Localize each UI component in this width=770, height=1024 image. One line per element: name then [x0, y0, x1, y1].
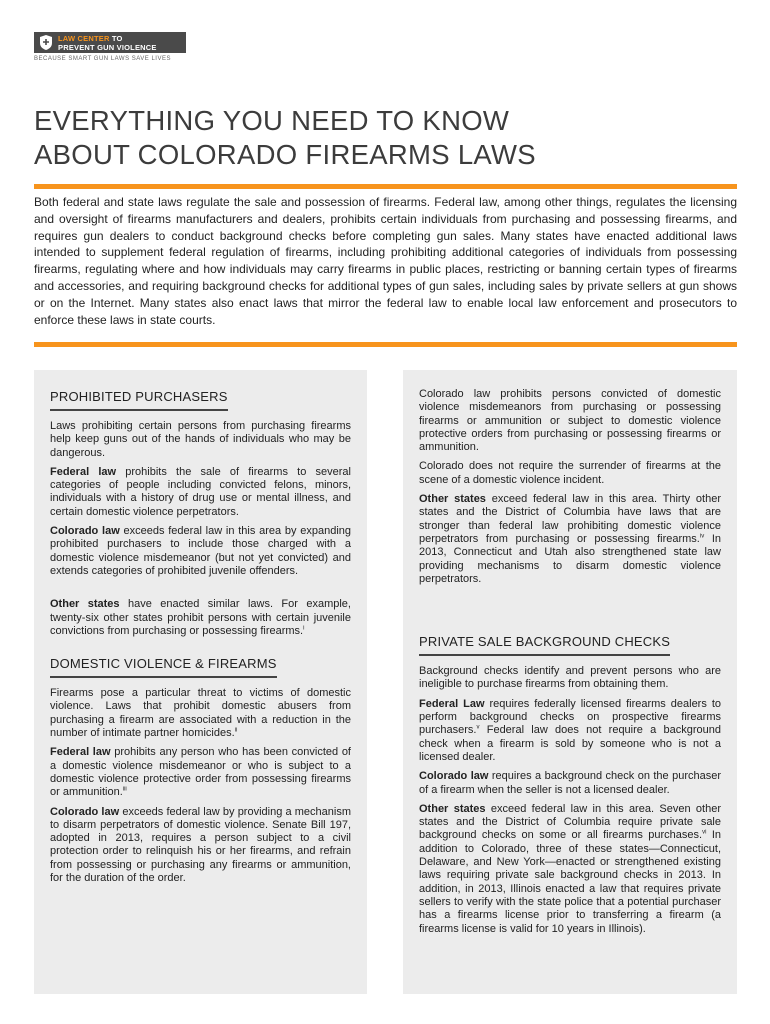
prohibited-p4-text: have enacted similar laws. For example, twenty-six other states prohibit persons with certain juvenile convictions from purchasing or possessing firearms. — [50, 598, 351, 637]
domestic-p1 — [50, 687, 351, 740]
page-title — [34, 104, 734, 172]
domestic-violence-heading: DOMESTIC VIOLENCE & FIREARMS — [50, 656, 277, 678]
intro-paragraph: Both federal and state laws regulate the sale and possession of firearms. Federal law, among other things, regulates the licensing and oversight of firearms manufacturers and dealers, prohibits certain individuals from purchasing and possessing firearms, and requires gun dealers to conduct background checks before completing gun sales. Many states have enacted additional laws intended to supplement federal regulation of firearms, including prohibiting additional categories of individuals from possessing firearms, regulating where and how individuals may carry firearms in public places, restricting or banning certain types of firearms and accessories, and requiring background checks for additional types of gun sales, including sales by private sellers at gun shows or on the Internet. Many states also enact laws that mirror the federal law to enable local law enforcement and prosecutors to enforce these laws in state courts. — [34, 195, 737, 327]
domestic-p6-text-b: In 2013, Connecticut and Utah also strengthened state law providing mechanisms to disarm domestic violence perpetrators. — [419, 532, 722, 585]
private-p4 — [419, 803, 721, 936]
logo-tagline: BECAUSE SMART GUN LAWS SAVE LIVES — [34, 56, 171, 62]
prohibited-p2 — [50, 466, 351, 519]
logo-text-law-center: LAW CENTER — [58, 33, 110, 43]
domestic-p6 — [419, 493, 721, 586]
domestic-p4: Colorado law prohibits persons convicted of domestic violence misdemeanors from purchasing or possessing firearms or ammunition or subject to domestic violence protective orders from purchasing or possessing firearms or ammunition. — [419, 388, 721, 454]
label-federal-law: Federal Law — [419, 697, 485, 710]
domestic-p2 — [50, 746, 351, 799]
label-other-states: Other states — [50, 598, 120, 611]
domestic-p1-text: Firearms pose a particular threat to victims of domestic violence. Laws that prohibit domestic abusers from purchasing a firearm are associated with a reduction in the number of intimate partner homicides. — [50, 687, 351, 740]
prohibited-p1: Laws prohibiting certain persons from purchasing firearms help keep guns out of the hands of individuals who may be dangerous. — [50, 420, 351, 459]
label-colorado-law: Colorado law — [419, 770, 489, 783]
prohibited-purchasers-heading: PROHIBITED PURCHASERS — [50, 389, 228, 411]
private-p3-text: requires a background check on the purchaser of a firearm when the seller is not a licensed dealer. — [419, 770, 722, 796]
footnote-ref: v — [476, 724, 480, 731]
domestic-p5: Colorado does not require the surrender of firearms at the scene of a domestic violence incident. — [419, 460, 721, 486]
prohibited-p3 — [50, 525, 351, 578]
footnote-ref: i — [303, 625, 305, 632]
label-other-states: Other states — [419, 802, 486, 815]
domestic-p3-text: exceeds federal law by providing a mechanism to disarm perpetrators of domestic violence. Senate Bill 197, adopted in 2013, requires a person subject to a civil protection order to relinquish his or her firearms, and refrain from possessing or purchasing any firearms or ammunition, for the duration of the order. — [50, 805, 352, 885]
private-p4-text-b: In addition to Colorado, three of these states—Connecticut, Delaware, and New York—enacted or strengthened existing laws requiring private sale background checks in 2013. In addition, in 2013, Illinois enacted a law that requires private sellers to verify with the state police that a potential purchaser has a firearms license prior to transferring a firearm (a firearms license is valid for 10 years in Illinois). — [419, 829, 721, 935]
left-column — [34, 370, 367, 994]
private-p4-text-a: exceed federal law in this area. Seven other states and the District of Columbia require private sale background checks on some or all firearms purchases. — [419, 802, 721, 842]
private-p3 — [419, 770, 721, 797]
label-federal-law: Federal law — [50, 465, 117, 478]
title-line-1: EVERYTHING YOU NEED TO KNOW — [34, 105, 510, 136]
label-colorado-law: Colorado law — [50, 805, 120, 818]
top-divider — [34, 184, 737, 189]
bottom-divider — [34, 342, 737, 347]
logo — [34, 32, 186, 62]
footnote-ref: vi — [702, 829, 707, 836]
label-other-states: Other states — [419, 493, 486, 506]
private-sale-heading: PRIVATE SALE BACKGROUND CHECKS — [419, 634, 670, 656]
prohibited-p3-text: exceeds federal law in this area by expanding prohibited purchasers to include those charged with a domestic violence misdemeanor (but not yet convicted) and extends categories of prohibited juvenile offenders. — [50, 525, 352, 577]
private-p2-text-a: requires federally licensed firearms dealers to perform background checks on prospective firearms purchasers. — [419, 697, 721, 737]
private-p1: Background checks identify and prevent persons who are ineligible to purchase firearms from obtaining them. — [419, 665, 721, 691]
private-p2-text-b: Federal law does not require a background check when a firearm is sold by someone who is not a licensed dealer. — [419, 724, 721, 763]
footnote-ref: iii — [122, 786, 127, 793]
domestic-p6-text-a: exceed federal law in this area. Thirty other states and the District of Columbia have laws that are stronger than federal law prohibiting domestic violence perpetrators from purchasing or possessing firearms. — [419, 493, 721, 545]
shield-icon — [38, 34, 54, 51]
footnote-ref: ii — [234, 727, 238, 734]
logo-text-to: TO — [109, 33, 123, 43]
prohibited-p4 — [50, 598, 351, 638]
footnote-ref: iv — [699, 533, 705, 540]
domestic-p2-text: prohibits any person who has been convicted of a domestic violence misdemeanor or who is subject to a domestic violence protective order from possessing firearms or ammunition. — [50, 746, 351, 799]
domestic-p3 — [50, 806, 351, 886]
private-p2 — [419, 698, 721, 764]
right-column — [403, 370, 737, 994]
logo-text-prevent: PREVENT GUN VIOLENCE — [58, 42, 157, 52]
title-line-2: ABOUT COLORADO FIREARMS LAWS — [34, 139, 536, 170]
prohibited-p2-text: prohibits the sale of firearms to several categories of people including convicted felons, minors, individuals with a history of drug use or mental illness, and certain domestic violence perpetrators. — [50, 465, 351, 518]
label-federal-law: Federal law — [50, 746, 111, 759]
logo-bar — [34, 32, 186, 53]
label-colorado-law: Colorado law — [50, 525, 120, 538]
